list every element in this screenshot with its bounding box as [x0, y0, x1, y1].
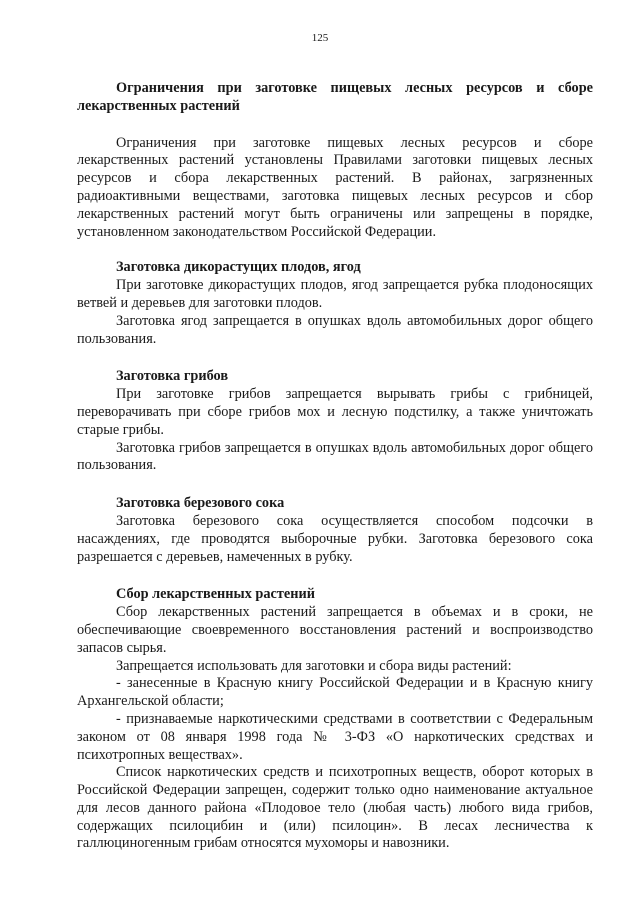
section-heading-birch-sap: Заготовка березового сока: [116, 495, 285, 512]
page-content: [77, 80, 593, 853]
paragraph: Заготовка грибов запрещается в опушках вдоль автомобильных дорог общего пользования.: [77, 439, 593, 474]
list-item: - занесенные в Красную книгу Российской Федерации и в Красную книгу Архангельской области;: [77, 675, 593, 710]
intro-paragraph: Ограничения при заготовке пищевых лесных ресурсов и сборе лекарственных растений установлены Правилами заготовки пищевых лесных ресурсов и сбора лекарственных растений. В районах, загрязненных радиоактивными веществами, заготовка пищевых лесных ресурсов и сбор лекарственных растений могут быть ограничены или запрещены в порядке, установленном законодательством Российской Федерации.: [77, 134, 593, 240]
paragraph: Сбор лекарственных растений запрещается в объемах и в сроки, не обеспечивающие своевременного восстановления растений и воспроизводство запасов сырья.: [77, 604, 593, 656]
page-title: Ограничения при заготовке пищевых лесных ресурсов и сборе лекарственных растений: [77, 80, 593, 114]
paragraph: Запрещается использовать для заготовки и сбора виды растений:: [116, 657, 512, 674]
list-item: - признаваемые наркотическими средствами в соответствии с Федеральным законом от 08 января 1998 года № 3-ФЗ «О наркотических средствах и психотропных веществах».: [77, 710, 593, 763]
paragraph: При заготовке грибов запрещается вырывать грибы с грибницей, переворачивать при сборе грибов мох и лесную подстилку, а также уничтожать старые грибы.: [77, 386, 593, 438]
paragraph: При заготовке дикорастущих плодов, ягод запрещается рубка плодоносящих ветвей и деревьев для заготовки плодов.: [77, 277, 593, 311]
section-heading-medicinal-plants: Сбор лекарственных растений: [116, 586, 315, 603]
section-heading-mushrooms: Заготовка грибов: [116, 368, 229, 385]
section-heading-fruits: Заготовка дикорастущих плодов, ягод: [116, 259, 361, 276]
page-number: 125: [311, 32, 329, 44]
paragraph: Заготовка ягод запрещается в опушках вдоль автомобильных дорог общего пользования.: [77, 312, 593, 347]
paragraph: Список наркотических средств и психотропных веществ, оборот которых в Российской Федерации запрещен, содержит только одно наименование актуальное для лесов данного района «Плодовое тело (любая часть) любого вида грибов, содержащих псилоцибин и (или) псилоцин». В лесах лесничества к галлюциногенным грибам относятся мухоморы и навозники.: [77, 764, 593, 852]
paragraph: Заготовка березового сока осуществляется способом подсочки в насаждениях, где проводятся выборочные рубки. Заготовка березового сока разрешается с деревьев, намеченных в рубку.: [77, 512, 593, 565]
